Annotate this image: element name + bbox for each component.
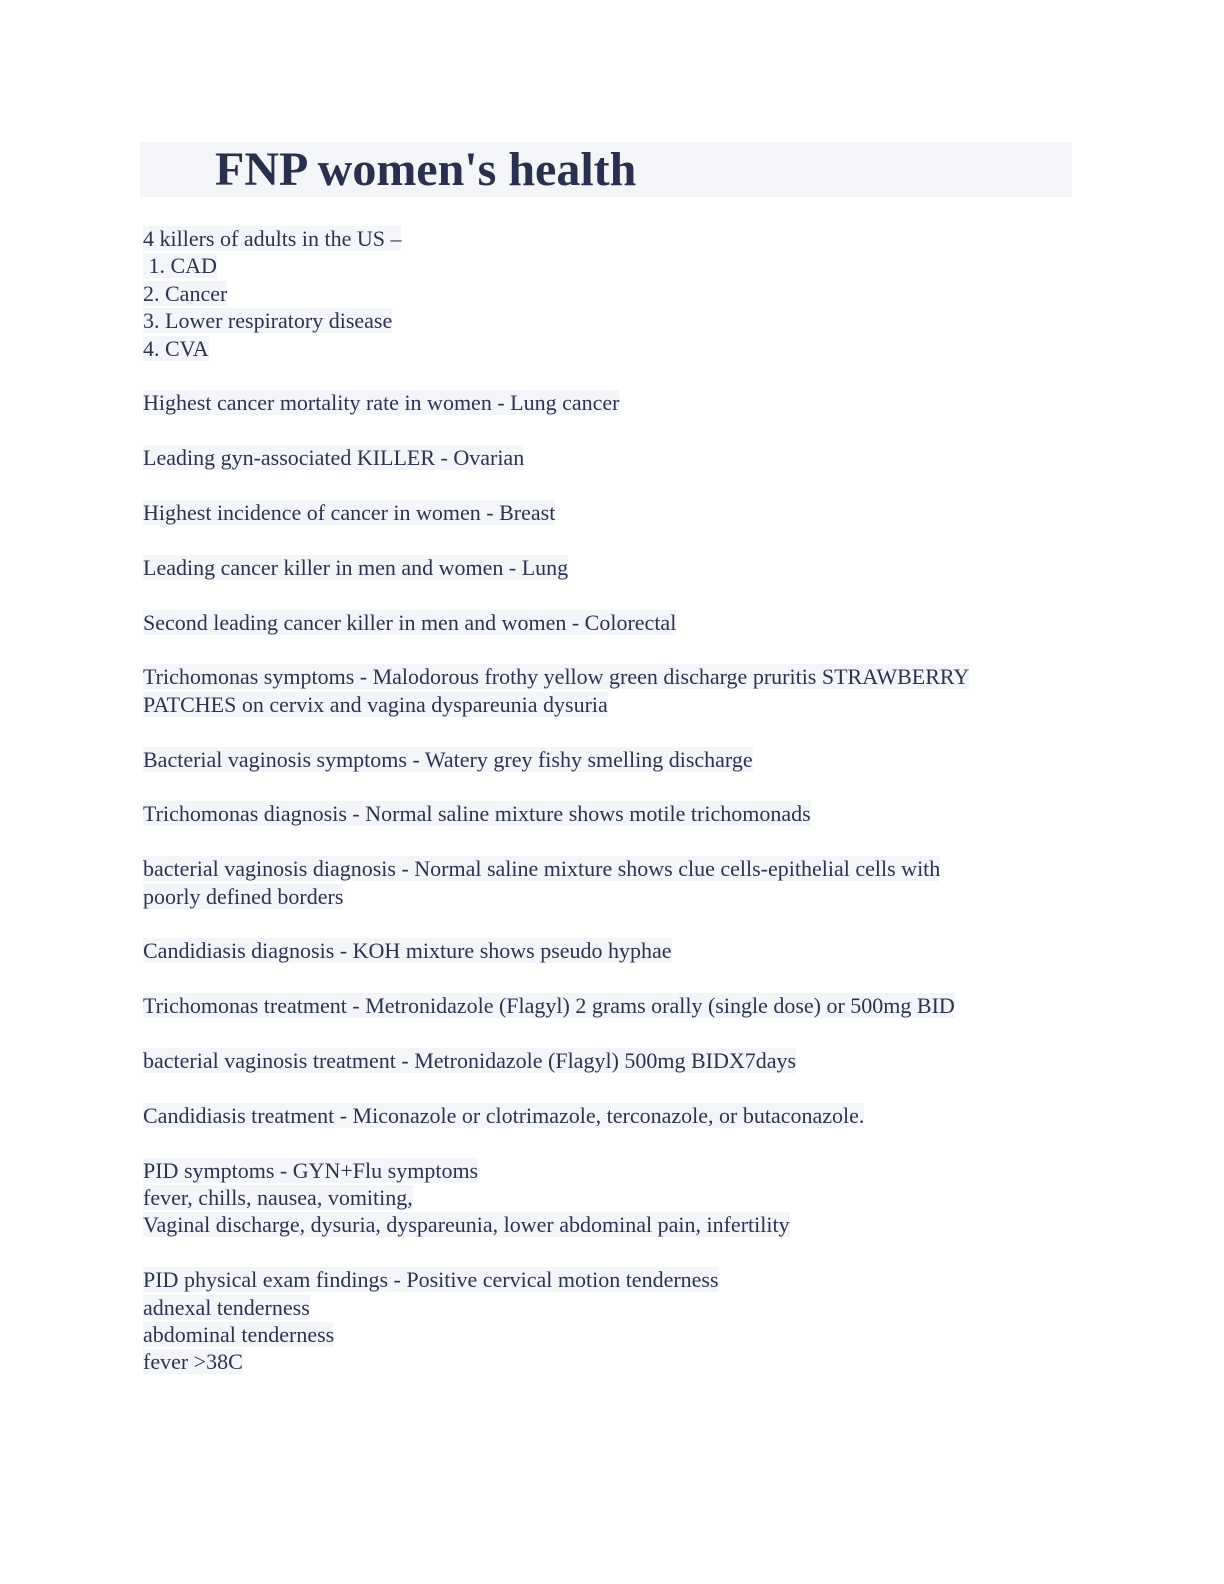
text-line: Leading gyn-associated KILLER - Ovarian (143, 445, 525, 471)
text-line: Highest cancer mortality rate in women - Lung cancer (143, 390, 620, 416)
paragraph-bv-treatment (143, 1047, 1063, 1074)
paragraph-leading-killer (143, 554, 1063, 581)
paragraph-trich-symptoms (143, 663, 1063, 718)
text-line: Trichomonas diagnosis - Normal saline mixture shows motile trichomonads (143, 801, 811, 827)
text-line: Second leading cancer killer in men and women - Colorectal (143, 609, 677, 635)
text-line: Vaginal discharge, dysuria, dyspareunia, lower abdominal pain, infertility (143, 1212, 790, 1238)
text-line: bacterial vaginosis diagnosis - Normal saline mixture shows clue cells-epithelial cells with (143, 856, 941, 882)
paragraph-bv-symptoms (143, 746, 1063, 773)
text-line: PID physical exam findings - Positive cervical motion tenderness (143, 1267, 719, 1293)
text-line: abdominal tenderness (143, 1322, 335, 1348)
paragraph-bv-diagnosis (143, 855, 1063, 910)
text-line: poorly defined borders (143, 883, 344, 909)
paragraph-second-killer (143, 609, 1063, 636)
text-line: PATCHES on cervix and vagina dyspareunia dysuria (143, 691, 608, 717)
text-line: Leading cancer killer in men and women - Lung (143, 554, 569, 580)
text-line: 3. Lower respiratory disease (143, 308, 393, 334)
text-line: Highest incidence of cancer in women - Breast (143, 500, 556, 526)
paragraph-trich-treatment (143, 992, 1063, 1019)
paragraph-candida-treatment (143, 1102, 1063, 1129)
text-line: fever, chills, nausea, vomiting, (143, 1185, 413, 1210)
text-line: 1. CAD (143, 253, 217, 279)
text-line: bacterial vaginosis treatment - Metronidazole (Flagyl) 500mg BIDX7days (143, 1048, 797, 1073)
text-line: 4. CVA (143, 335, 209, 361)
paragraph-trich-diagnosis (143, 800, 1063, 827)
text-line: 2. Cancer (143, 280, 228, 306)
page-title: FNP women's health (215, 143, 637, 196)
text-line: Candidiasis treatment - Miconazole or clotrimazole, terconazole, or butaconazole. (143, 1102, 865, 1128)
paragraph-killers (143, 225, 1063, 362)
text-line: Trichomonas treatment - Metronidazole (Flagyl) 2 grams orally (single dose) or 500mg BID (143, 993, 955, 1019)
text-line: 4 killers of adults in the US – (143, 226, 402, 251)
text-line: Trichomonas symptoms - Malodorous frothy yellow green discharge pruritis STRAWBERRY (143, 664, 970, 690)
text-line: adnexal tenderness (143, 1294, 310, 1320)
text-line: fever >38C (143, 1349, 243, 1375)
document-body (143, 225, 1063, 1403)
paragraph-incidence (143, 499, 1063, 526)
paragraph-candida-diagnosis (143, 937, 1063, 964)
text-line: Candidiasis diagnosis - KOH mixture shows pseudo hyphae (143, 938, 672, 964)
text-line: PID symptoms - GYN+Flu symptoms (143, 1157, 479, 1183)
text-line: Bacterial vaginosis symptoms - Watery grey fishy smelling discharge (143, 746, 753, 772)
paragraph-pid-exam (143, 1266, 1063, 1376)
paragraph-gyn-killer (143, 444, 1063, 471)
paragraph-pid-symptoms (143, 1157, 1063, 1239)
paragraph-mortality (143, 389, 1063, 416)
